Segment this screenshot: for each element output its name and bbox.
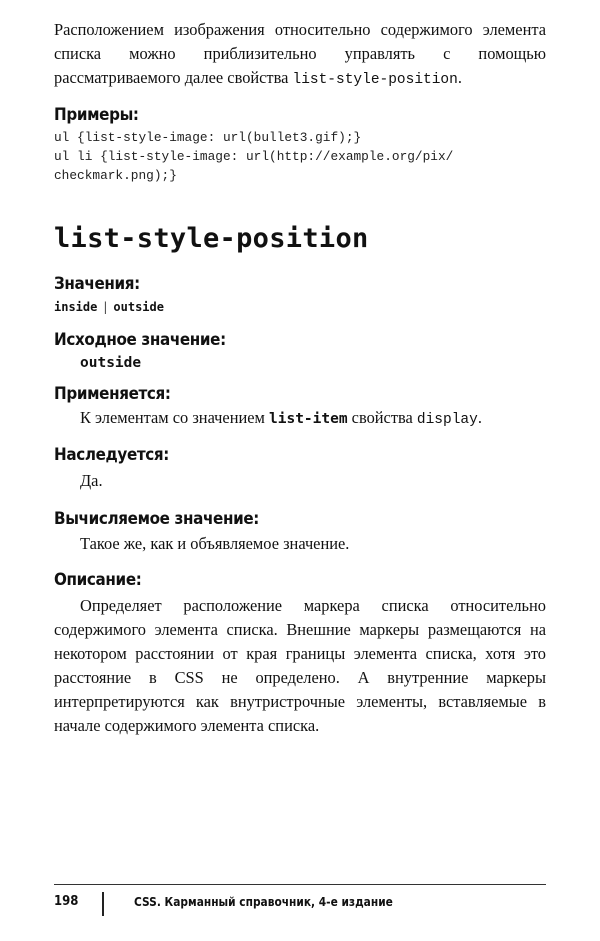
computed-heading: Вычисляемое значение:	[54, 509, 259, 528]
inherited-heading: Наследуется:	[54, 445, 170, 464]
description-prefix: Определяет расположение маркера списка относительно содержимого элемента списка. Внешние маркеры размещаются на некотором расстоянии от края границы элемента списка, хотя это расстояние в	[54, 596, 546, 687]
description-suffix: не определено. А внутренние маркеры интерпретируются как внутристрочные элементы, вставляемые в начале содержимого элемента списка.	[54, 668, 546, 735]
property-title: list-style-position	[54, 223, 369, 254]
code-line: checkmark.png);}	[54, 168, 177, 183]
values-list	[54, 300, 546, 314]
examples-heading: Примеры:	[54, 105, 139, 124]
intro-code: list-style-position	[292, 72, 458, 88]
value-outside: outside	[113, 300, 164, 314]
initial-value-row	[54, 354, 546, 372]
description-heading: Описание:	[54, 570, 142, 589]
value-separator: |	[103, 300, 108, 314]
description-paragraph	[54, 594, 546, 738]
applies-heading: Применяется:	[54, 384, 171, 403]
applies-row	[54, 406, 546, 432]
applies-end: .	[477, 408, 482, 427]
examples-code	[54, 128, 546, 185]
page-content	[54, 18, 546, 738]
footer-divider	[54, 884, 546, 885]
page-number: 198	[54, 894, 79, 909]
book-title: CSS. Карманный справочник, 4-е издание	[134, 894, 393, 909]
intro-end: .	[457, 68, 462, 87]
value-inside: inside	[54, 300, 98, 314]
applies-prefix: К элементам со значением	[80, 408, 269, 427]
initial-heading: Исходное значение:	[54, 330, 226, 349]
footer-vertical-bar	[102, 892, 104, 916]
description-css: CSS	[174, 668, 204, 687]
code-line: ul li {list-style-image: url(http://example.org/pix/	[54, 149, 454, 164]
intro-text: Расположением изображения относительно содержимого элемента списка можно приблизительно управлять с помощью рассматриваемого далее свойства	[54, 20, 546, 87]
applies-middle: свойства	[347, 408, 417, 427]
initial-value: outside	[80, 355, 142, 371]
applies-code: list-item	[269, 411, 348, 427]
computed-value: Такое же, как и объявляемое значение.	[80, 534, 350, 553]
values-heading: Значения:	[54, 274, 140, 293]
code-line: ul {list-style-image: url(bullet3.gif);}	[54, 130, 362, 145]
intro-paragraph	[54, 18, 546, 92]
applies-prop: display	[416, 412, 478, 428]
inherited-value: Да.	[80, 471, 103, 490]
